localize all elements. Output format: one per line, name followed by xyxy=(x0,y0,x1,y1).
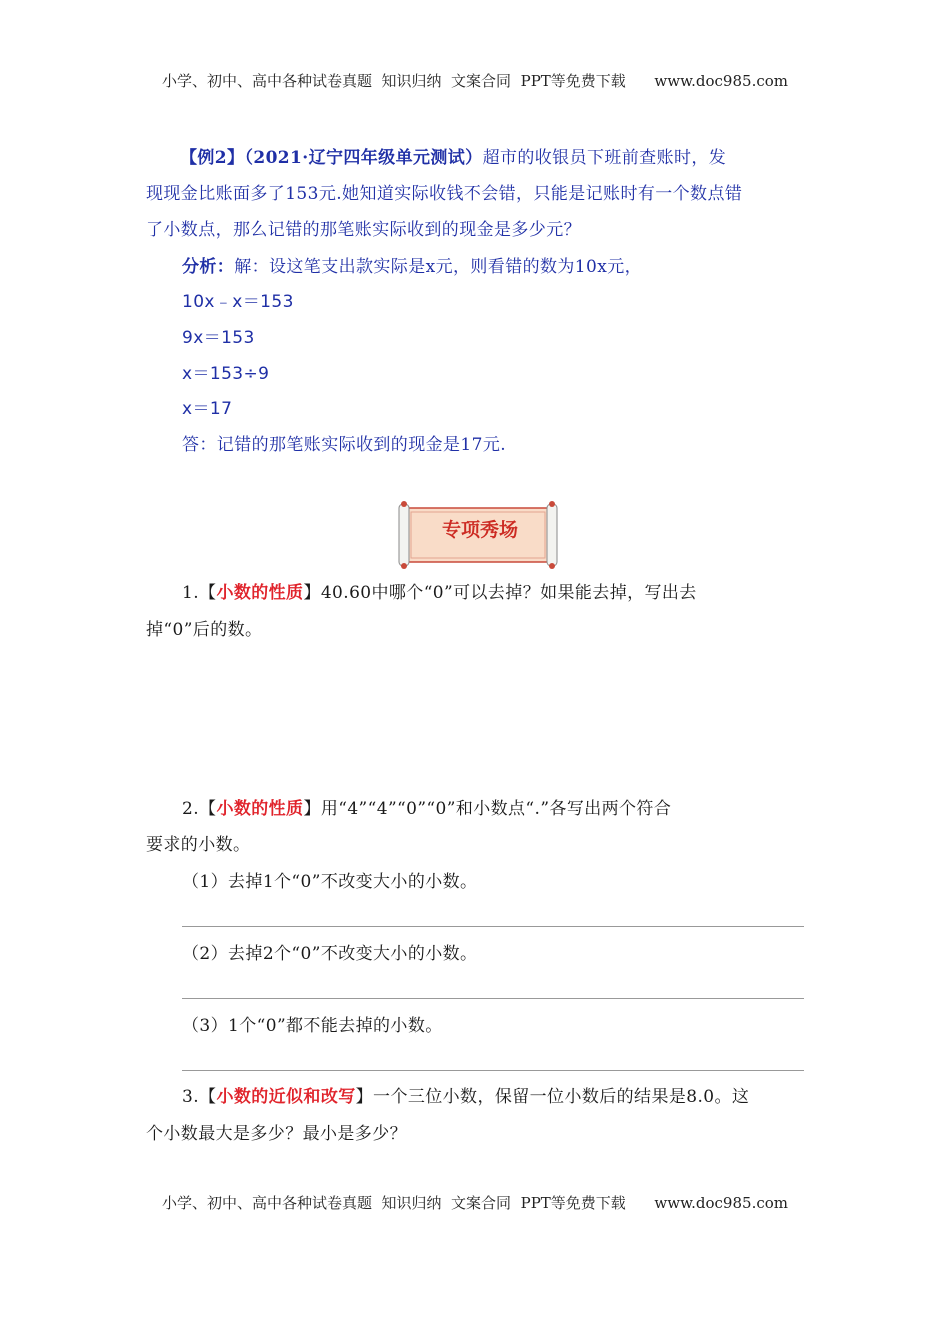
q1-bracket-close: 】 xyxy=(303,583,321,603)
analysis-line xyxy=(182,257,842,277)
solution-step-4: x＝17 xyxy=(182,399,233,419)
q3-tag: 小数的近似和改写 xyxy=(216,1087,356,1107)
q1-tag: 小数的性质 xyxy=(216,583,304,603)
q1-bracket-open: 【 xyxy=(199,583,217,603)
q2-bracket-open: 【 xyxy=(199,799,217,819)
analysis-label: 分析： xyxy=(182,257,235,277)
q1-line-1 xyxy=(182,583,842,603)
q3-bracket-close: 】 xyxy=(355,1087,374,1107)
example-line-1 xyxy=(180,148,840,168)
q1-text-1: 40.60中哪个“0”可以去掉？如果能去掉，写出去 xyxy=(320,583,697,603)
example-answer: 答：记错的那笔账实际收到的现金是17元. xyxy=(182,435,507,455)
q2-number: 2. xyxy=(182,799,200,819)
answer-line-2[interactable] xyxy=(182,998,804,999)
analysis-text: 解：设这笔支出款实际是x元，则看错的数为10x元， xyxy=(234,257,643,277)
q2-tag: 小数的性质 xyxy=(216,799,304,819)
q1-line-2: 掉“0”后的数。 xyxy=(146,620,263,640)
q2-sub-2: （2）去掉2个“0”不改变大小的小数。 xyxy=(182,944,478,964)
q2-bracket-close: 】 xyxy=(303,799,321,819)
solution-step-3: x＝153÷9 xyxy=(182,364,270,384)
q3-text-1: 一个三位小数，保留一位小数后的结果是8.0。这 xyxy=(373,1087,750,1107)
page-footer: 小学、初中、高中各种试卷真题 知识归纳 文案合同 PPT等免费下载 www.doc985.com xyxy=(161,1194,788,1212)
example-source: （2021·辽宁四年级单元测试） xyxy=(244,148,483,168)
q2-sub-3: （3）1个“0”都不能去掉的小数。 xyxy=(182,1016,443,1036)
banner-title: 专项秀场 xyxy=(441,519,518,541)
answer-line-3[interactable] xyxy=(182,1070,804,1071)
q3-bracket-open: 【 xyxy=(199,1087,217,1107)
q2-sub-1: （1）去掉1个“0”不改变大小的小数。 xyxy=(182,872,478,892)
q2-text-1: 用“4”“4”“0”“0”和小数点“.”各写出两个符合 xyxy=(320,799,672,819)
q3-line-1 xyxy=(182,1087,842,1107)
example-text-1: 超市的收银员下班前查账时，发 xyxy=(482,148,727,168)
q2-line-2: 要求的小数。 xyxy=(146,835,251,855)
example-tag: 【例2】 xyxy=(180,148,245,168)
page-header: 小学、初中、高中各种试卷真题 知识归纳 文案合同 PPT等免费下载 www.doc985.com xyxy=(161,72,788,90)
example-line-2: 现现金比账面多了153元.她知道实际收钱不会错，只能是记账时有一个数点错 xyxy=(146,184,743,204)
q3-line-2: 个小数最大是多少？最小是多少？ xyxy=(146,1124,407,1144)
q2-line-1 xyxy=(182,799,842,819)
solution-step-1: 10x﹣x＝153 xyxy=(182,292,294,312)
q3-number: 3. xyxy=(182,1087,200,1107)
q1-number: 1. xyxy=(182,583,200,603)
example-line-3: 了小数点，那么记错的那笔账实际收到的现金是多少元？ xyxy=(146,220,581,240)
solution-step-2: 9x＝153 xyxy=(182,328,255,348)
answer-line-1[interactable] xyxy=(182,926,804,927)
